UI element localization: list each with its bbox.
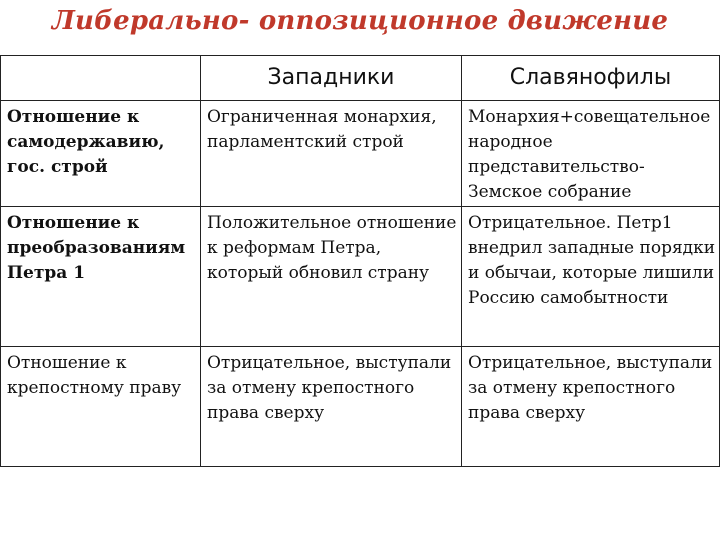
table-header-row [1, 56, 720, 101]
cell-slavophiles: Отрицательное. Петр1 внедрил западные порядки и обычаи, которые лишили Россию самобытности [462, 207, 720, 347]
row-aspect: Отношение к самодержавию, гос. строй [1, 101, 201, 207]
table-row [1, 101, 720, 207]
header-slavophiles: Славянофилы [462, 56, 720, 101]
page-title: Либерально- оппозиционное движение [51, 6, 669, 36]
table-row [1, 347, 720, 467]
header-cell-empty [1, 56, 201, 101]
row-aspect: Отношение к преобразованиям Петра 1 [1, 207, 201, 347]
cell-westernizers: Положительное отношение к реформам Петра, который обновил страну [201, 207, 462, 347]
row-aspect: Отношение к крепостному праву [1, 347, 201, 467]
cell-westernizers: Ограниченная монархия, парламентский строй [201, 101, 462, 207]
cell-slavophiles: Монархия+совещательное народное представительство- Земское собрание [462, 101, 720, 207]
cell-westernizers: Отрицательное, выступали за отмену крепостного права сверху [201, 347, 462, 467]
header-westernizers: Западники [201, 56, 462, 101]
table-row [1, 207, 720, 347]
comparison-table [0, 55, 720, 467]
cell-slavophiles: Отрицательное, выступали за отмену крепостного права сверху [462, 347, 720, 467]
